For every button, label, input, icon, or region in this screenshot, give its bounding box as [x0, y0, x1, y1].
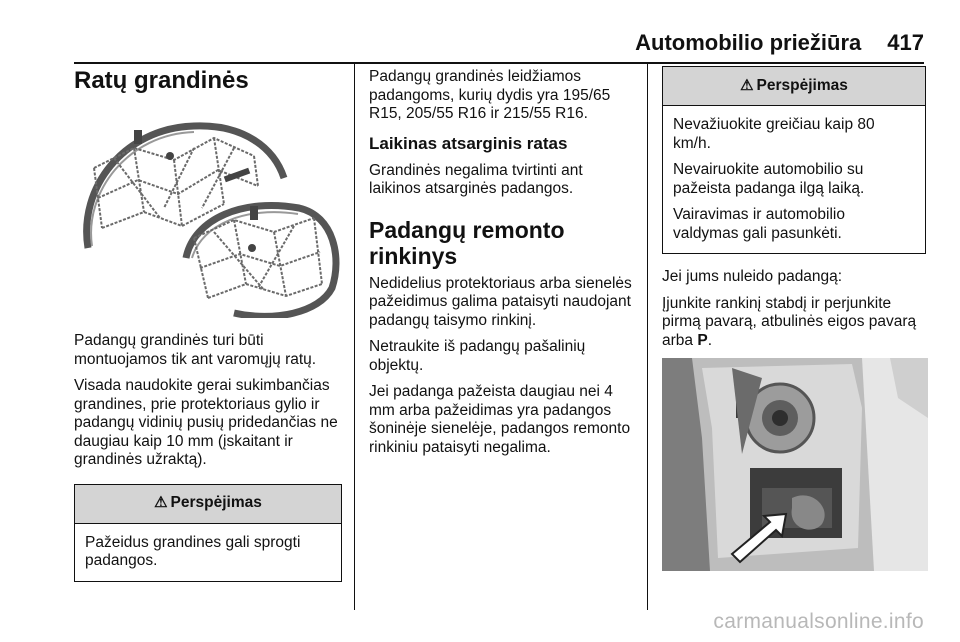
repair-para-2: Netraukite iš padangų pašalinių objektų. — [369, 338, 586, 374]
repair-para-3: Jei padanga pažeista daugiau nei 4 mm arba pažeidimas yra padangos šoninėje sienelėje, padangos remonto rinkiniu pataisyti negalima. — [369, 383, 631, 456]
heading-temporary-spare: Laikinas atsarginis ratas — [369, 133, 568, 153]
warning-triangle-icon: ⚠ — [154, 494, 168, 512]
column-3 — [662, 64, 926, 571]
flat-tire-para: Jei jums nuleido padangą: — [662, 268, 843, 285]
handbrake-para: Įjunkite rankinį stabdį ir perjunkite pirmą pavarą, atbulinės eigos pavarą arba P. — [662, 294, 917, 349]
warning-title: Perspėjimas — [756, 76, 848, 94]
warning-box-chains — [74, 484, 342, 582]
chains-para-1: Padangų grandinės turi būti montuojamos tik ant varomųjų ratų. — [74, 332, 317, 368]
column-divider-2 — [647, 62, 648, 610]
warning-header — [663, 67, 925, 106]
warning-title: Perspėjimas — [170, 494, 262, 512]
spare-para: Grandinės negalima tvirtinti ant laikinos atsarginės padangos. — [369, 161, 583, 197]
repair-para-1: Nedidelius protektoriaus arba sienelės pažeidimus galima pataisyti naudojant padangų taisymo rinkinį. — [369, 274, 632, 329]
section-title-tire-chains: Ratų grandinės — [74, 67, 249, 94]
warning-body — [663, 106, 925, 253]
footer-watermark: carmanualsonline.info — [713, 610, 924, 633]
column-divider-1 — [354, 62, 355, 610]
trunk-repair-kit-photo — [662, 358, 928, 571]
warning-body — [75, 524, 341, 581]
warning-box-repair — [662, 66, 926, 254]
trunk-photo-drawing — [662, 358, 928, 571]
gear-p: P — [697, 331, 708, 349]
page-number: 417 — [887, 30, 924, 55]
header-title: Automobilio priežiūra — [635, 30, 862, 55]
warning-text: Pažeidus grandines gali sprogti padangos. — [85, 533, 301, 569]
column-1 — [74, 64, 342, 592]
page-header — [635, 30, 924, 56]
tire-chains-drawing — [74, 108, 340, 318]
warning-header — [75, 485, 341, 524]
warning-line-2: Nevairuokite automobilio su pažeista padanga ilgą laiką. — [673, 161, 865, 197]
warning-triangle-icon: ⚠ — [740, 76, 754, 94]
warning-line-1: Nevažiuokite greičiau kaip 80 km/h. — [673, 116, 875, 152]
chains-sizes-para: Padangų grandinės leidžiamos padangoms, kurių dydis yra 195/65 R15, 205/55 R16 ir 215/55 R16. — [369, 68, 611, 122]
warning-line-3: Vairavimas ir automobilio valdymas gali pasunkėti. — [673, 206, 845, 242]
column-2 — [369, 64, 635, 465]
chains-para-2: Visada naudokite gerai sukimbančias grandines, prie protektoriaus gylio ir padangų vidinių pusių pridedančias ne daugiau kaip 10 mm (įskaitant ir grandinės užraktą). — [74, 377, 338, 468]
tire-chains-illustration — [74, 108, 340, 318]
heading-repair-kit: Padangų remonto rinkinys — [369, 216, 565, 269]
